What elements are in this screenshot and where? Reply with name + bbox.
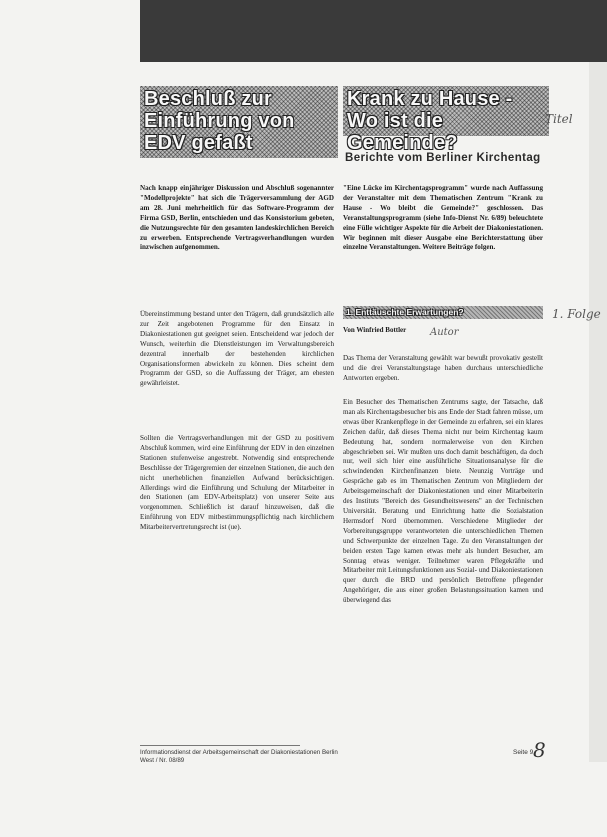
right-paragraph-1: Das Thema der Veranstaltung gewählt war bewußt provokativ gestellt und die drei Veranstaltungstage haben durchaus unterschiedliche Antworten ergeben. bbox=[343, 354, 543, 382]
left-headline: Beschluß zur Einführung von EDV gefaßt bbox=[140, 86, 338, 158]
margin-note-section: 1. Folge bbox=[552, 307, 601, 321]
top-dark-bar bbox=[140, 0, 607, 62]
left-lead-paragraph: Nach knapp einjähriger Diskussion und Abschluß sogenannter "Modellprojekte" hat sich die Trägerversammlung der AGD am 28. Juni mehrheitlich für das Software-Programm der Firma GSD, Berlin, entschieden und das Konsistorium gebeten, die Nutzungsrechte für den gesamten landeskirchlichen Bereich zu erwerben. Entsprechende Vertragsverhandlungen wurden inzwischen aufgenommen. bbox=[140, 184, 334, 252]
page-number-handwritten: 8 bbox=[533, 738, 546, 762]
byline: Von Winfried Bottler bbox=[343, 326, 407, 334]
margin-note-byline: Autor bbox=[430, 327, 459, 338]
footer-rule bbox=[140, 745, 300, 746]
right-paragraph-2: Ein Besucher des Thematischen Zentrums sagte, der Tatsache, daß man als Kirchentagsbesucher bis ans Ende der Stadt fahren müsse, um etwas über Krankenpflege in der Gemeinde zu erfahren, sei ein klares Zeichen dafür, daß dieses Thema nicht nur beim Kirchentag kaum Bedeutung hat, sondern normalerweise von den Kirchen abgeschrieben sei. Wir mußten uns doch damit beschäftigen, da doch nur, weil sich hier eine ausführliche Situationsanalyse für die schwindenden Kirchenfinanzen biete. Neunzig Vorträge und Gespräche gab es im Thematischen Zentrum von Mitgliedern der Arbeitsgemeinschaft der Diakoniestationen und einer Mitarbeiterin des Instituts "Bereich des Gesundheitswesens" an der Technischen Universität. Beratung und Einrichtung hatte die Sozialstation Hermsdorf Nord übernommen. Verschiedene Mitglieder der Vorbereitungsgruppe verantworteten die unterschiedlichen Themen und Schwerpunkte der einzelnen Tage. Zu den Veranstaltungen der beiden ersten Tage kamen etwas mehr als hundert Besucher, am Sonntag etwas weniger. Teilnehmer waren Pflegekräfte und Mitarbeiter mit Leitungsfunktionen aus Sozial- und Diakoniestationen quer durch die BRD und persönlich Betroffene pflegender Angehöriger, die aus einer großen Belastungssituation kamen und überwiegend das bbox=[343, 398, 543, 605]
left-paragraph-2: Übereinstimmung bestand unter den Trägern, daß grundsätzlich alle zur Zeit angebotenen Programme für den Einsatz in Diakoniestationen gut geeignet seien. Entscheidend war jedoch der Wunsch, weiterhin die Dienstleistungen im Verwaltungsbereich dezentral innerhalb der bestehenden kirchlichen Organisationsformen abwickeln zu können. Dies scheint dem Programm der GSD, so die Auffassung der Träger, am ehesten gewährleistet. bbox=[140, 310, 334, 388]
right-lead-paragraph: "Eine Lücke im Kirchentagsprogramm" wurde nach Auffassung der Veranstalter mit dem Thematischen Zentrum "Krank zu Hause - Wo bleibt die Gemeinde?" geschlossen. Das Veranstaltungsprogramm (siehe Info-Dienst Nr. 6/89) beleuchtete eine Fülle wichtiger Aspekte für die Arbeit der Diakoniestationen. Wir beginnen mit dieser Ausgabe eine Berichterstattung über einzelne Veranstaltungen. Weitere Beiträge folgen. bbox=[343, 184, 543, 252]
footer-publication: Informationsdienst der Arbeitsgemeinschaft der Diakoniestationen Berlin West / Nr. 08/89 bbox=[140, 749, 338, 764]
left-paragraph-3: Sollten die Vertragsverhandlungen mit der GSD zu positivem Abschluß kommen, wird eine Einführung der EDV in den einzelnen Stationen stufenweise angestrebt. Notwendig sind entsprechende Beschlüsse der Trägergremien der einzelnen Stationen, die auch den nicht unerheblichen finanziellen Aufwand berücksichtigen. Allerdings wird die Einführung und Schulung der Mitarbeiter in den Stationen (am EDV-Arbeitsplatz) von unserer Seite aus vorgenommen. Schließlich ist darauf hinzuweisen, daß die Einführung von EDV mitbestimmungspflichtig nach kirchlichem Mitarbeitervertretungsrecht ist (ue). bbox=[140, 434, 334, 532]
right-headline: Krank zu Hause - Wo ist die Gemeinde? bbox=[343, 86, 549, 136]
margin-note-top: Titel bbox=[545, 112, 573, 126]
section-title-bar: 1. Enttäuschte Erwartungen? bbox=[343, 306, 543, 319]
margin-strip bbox=[589, 62, 607, 762]
page-label: Seite 9 bbox=[513, 749, 534, 756]
right-subheadline: Berichte vom Berliner Kirchentag bbox=[345, 152, 541, 164]
